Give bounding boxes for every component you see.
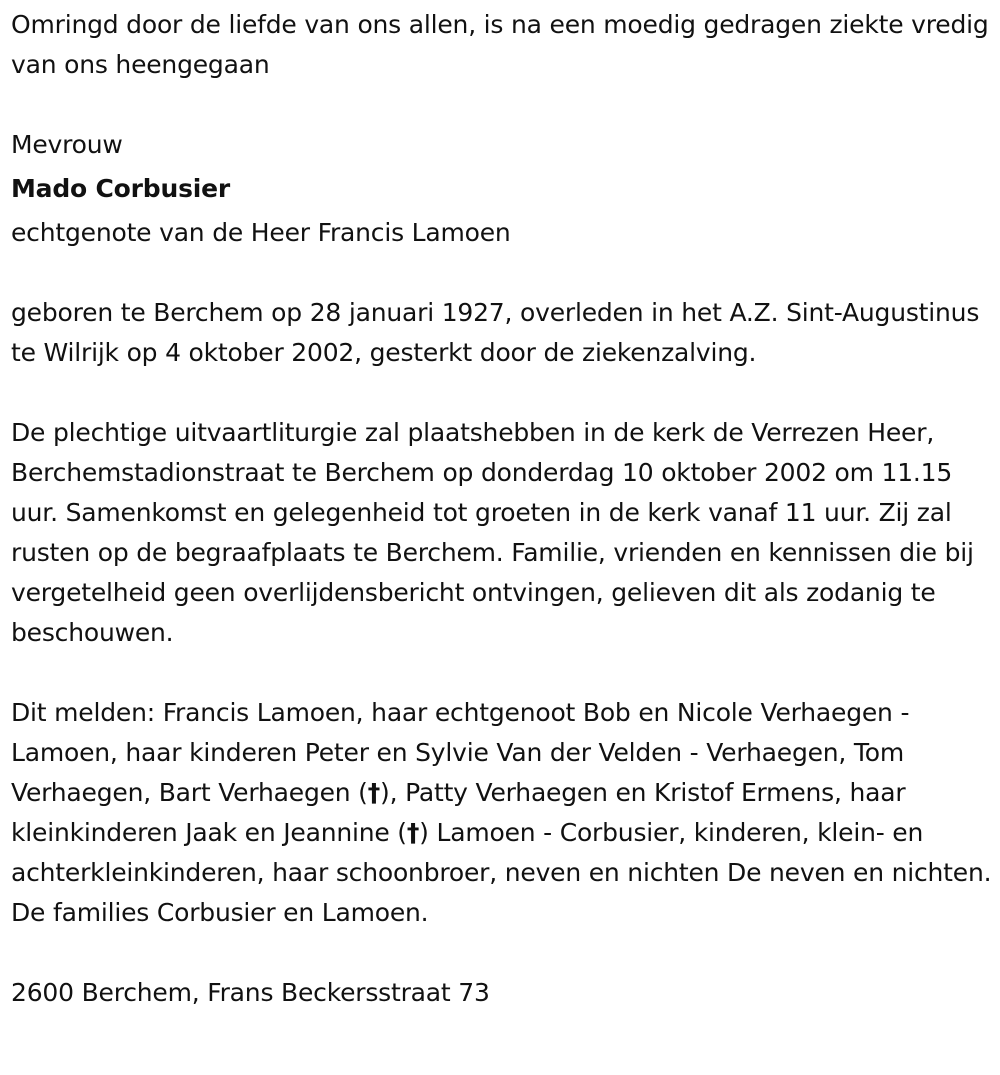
death-notice: [11, 5, 996, 1013]
spacer: [11, 373, 996, 413]
address-line: 2600 Berchem, Frans Beckersstraat 73: [11, 978, 490, 1007]
spacer: [11, 253, 996, 293]
family-text: [11, 693, 996, 933]
family-text-part3: ) Lamoen - Corbusier, kinderen, klein- en achterkleinkinderen, haar schoonbroer, neven en nichten De neven en nichten. De families Corbusier en Lamoen.: [11, 818, 992, 927]
funeral-text: De plechtige uitvaartliturgie zal plaatshebben in de kerk de Verrezen Heer, Berchemstadionstraat te Berchem op donderdag 10 oktober 2002 om 11.15 uur. Samenkomst en gelegenheid tot groeten in de kerk vanaf 11 uur. Zij zal rusten op de begraafplaats te Berchem. Familie, vrienden en kennissen die bij vergetelheid geen overlijdensbericht ontvingen, gelieven dit als zodanig te beschouwen.: [11, 418, 974, 647]
cross-icon: †: [406, 818, 420, 847]
spacer: [11, 85, 996, 125]
family-text-part1: Dit melden: Francis Lamoen, haar echtgenoot Bob en Nicole Verhaegen - Lamoen, haar kinderen Peter en Sylvie Van der Velden - Verhaegen, Tom Verhaegen, Bart Verhaegen (: [11, 698, 910, 807]
spacer: [11, 653, 996, 693]
intro-text: Omringd door de liefde van ons allen, is na een moedig gedragen ziekte vredig van ons heengegaan: [11, 10, 989, 79]
deceased-name: Mado Corbusier: [11, 174, 231, 203]
salutation: Mevrouw: [11, 130, 123, 159]
spouse-line: echtgenote van de Heer Francis Lamoen: [11, 218, 511, 247]
family-text-part2: ), Patty Verhaegen en Kristof Ermens, haar kleinkinderen Jaak en Jeannine (: [11, 778, 906, 847]
cross-icon: †: [367, 778, 381, 807]
spacer: [11, 933, 996, 973]
birth-death-text: geboren te Berchem op 28 januari 1927, overleden in het A.Z. Sint-Augustinus te Wilrijk op 4 oktober 2002, gesterkt door de ziekenzalving.: [11, 298, 980, 367]
